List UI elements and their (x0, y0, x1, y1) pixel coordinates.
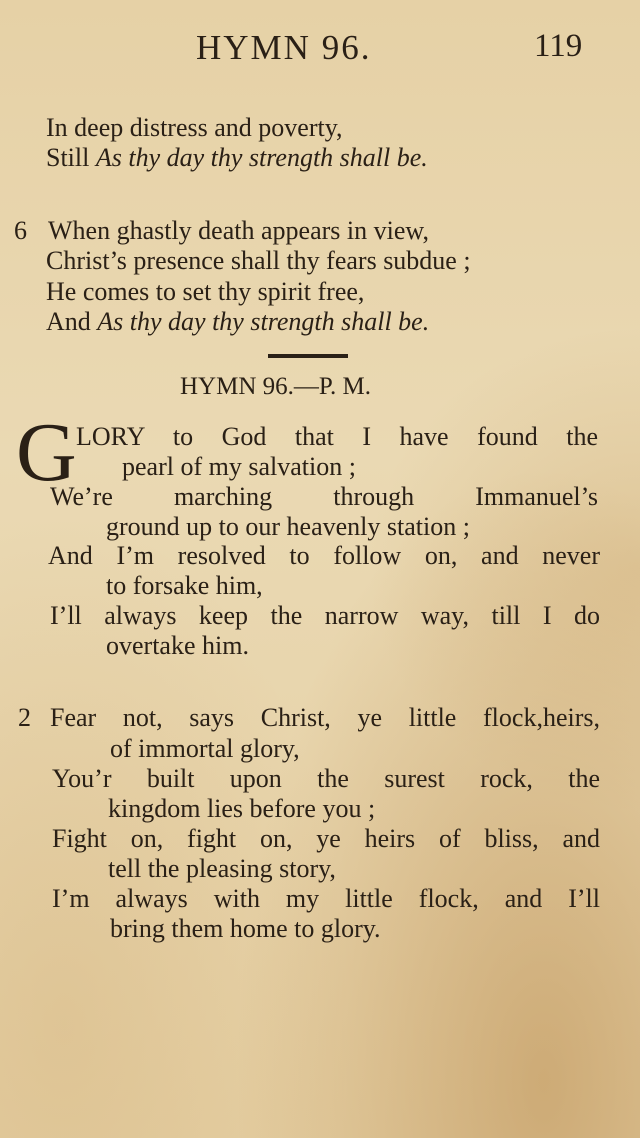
verse-line (46, 246, 471, 276)
verse-line: ground up to our heavenly station ; (106, 512, 470, 541)
drop-cap: G (16, 406, 77, 499)
verse-line: I’m always with my little flock, and I’ll (52, 884, 600, 913)
verse-line: bring them home to glory. (110, 914, 381, 943)
verse-line: overtake him. (106, 631, 249, 660)
verse-text: Christ’s presence shall thy fears subdue ; (46, 246, 471, 275)
verse-text: Still (46, 143, 96, 172)
verse-line (46, 113, 343, 143)
verse-text: When ghastly death appears in view, (48, 216, 429, 245)
verse-line: kingdom lies before you ; (108, 794, 376, 823)
verse-line: LORY to God that I have found the (76, 422, 598, 451)
stanza-number: 2 (18, 703, 31, 732)
verse-line: Fight on, fight on, ye heirs of bliss, and (52, 824, 600, 853)
verse-line: of immortal glory, (110, 734, 300, 763)
page-number: 119 (534, 28, 583, 64)
verse-line: I’ll always keep the narrow way, till I do (50, 601, 600, 630)
verse-line: And I’m resolved to follow on, and never (48, 541, 600, 570)
verse-line: Fear not, says Christ, ye little flock,heirs, (50, 703, 600, 732)
verse-line: to forsake him, (106, 571, 263, 600)
hymn-title: HYMN 96.—P. M. (180, 373, 372, 400)
verse-text: And (46, 307, 98, 336)
verse-line (46, 307, 429, 337)
verse-line: tell the pleasing story, (108, 854, 336, 883)
verse-text: In deep distress and poverty, (46, 113, 343, 142)
verse-line: pearl of my salvation ; (122, 452, 356, 481)
verse-line: We’re marching through Immanuel’s (50, 482, 598, 511)
verse-line (46, 277, 364, 307)
verse-line (46, 143, 428, 173)
section-divider (268, 354, 348, 358)
verse-line (48, 216, 429, 246)
running-head-title: HYMN 96. (196, 28, 372, 67)
verse-text: He comes to set thy spirit free, (46, 277, 365, 306)
verse-line: You’r built upon the surest rock, the (52, 764, 600, 793)
refrain-text: As thy day thy strength shall be. (95, 143, 428, 172)
refrain-text: As thy day thy strength shall be. (97, 307, 430, 336)
stanza-number: 6 (14, 216, 27, 245)
